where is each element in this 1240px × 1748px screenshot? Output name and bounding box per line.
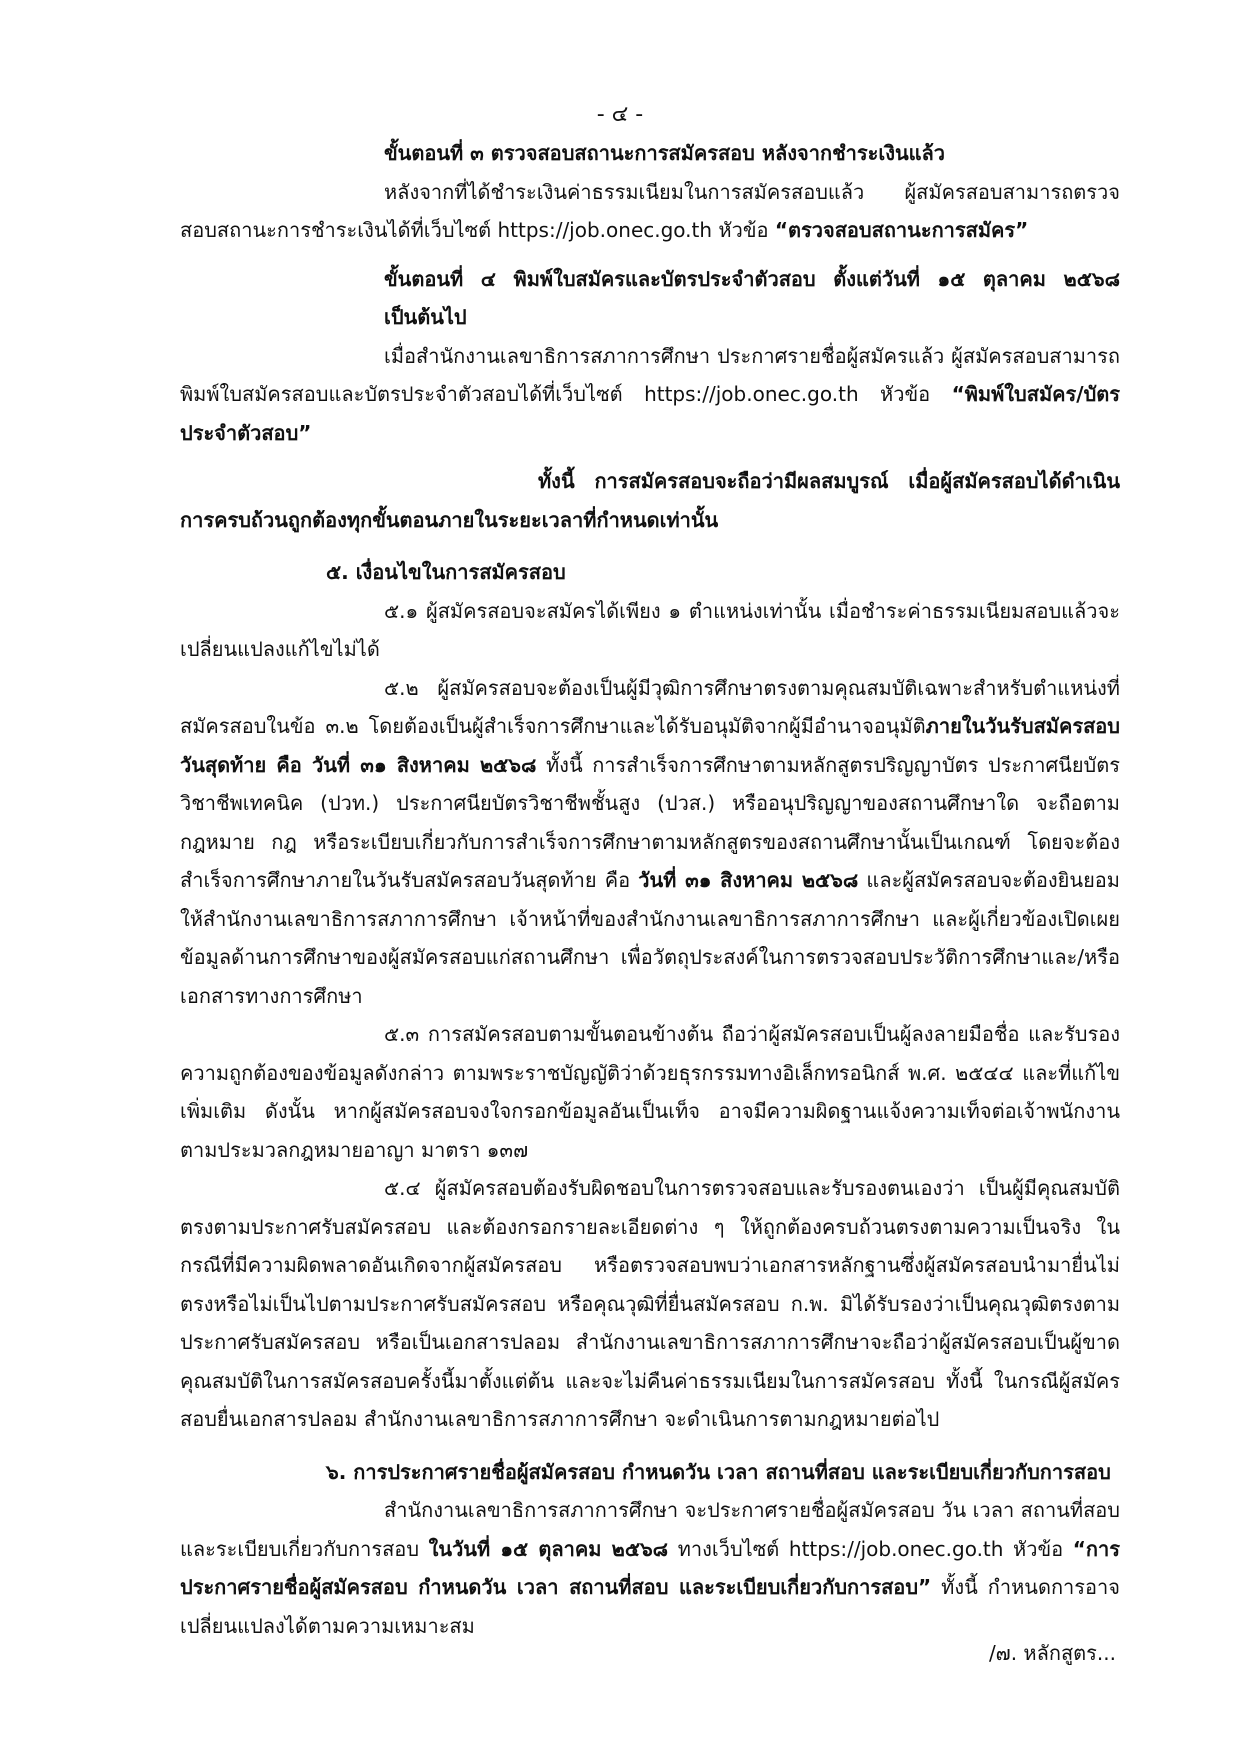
step3-heading: ขั้นตอนที่ ๓ ตรวจสอบสถานะการสมัครสอบ หลังจากชำระเงินแล้ว bbox=[384, 141, 946, 165]
step3-paragraph bbox=[180, 173, 1120, 250]
section6-b: ในวันที่ ๑๕ ตุลาคม ๒๕๖๘ bbox=[428, 1536, 669, 1561]
section5-3: ๕.๓ การสมัครสอบตามขั้นตอนข้างต้น ถือว่าผู้สมัครสอบเป็นผู้ลงลายมือชื่อ และรับรองความถูกต้องของข้อมูลดังกล่าว ตามพระราชบัญญัติว่าด้วยธุรกรรมทางอิเล็กทรอนิกส์ พ.ศ. ๒๕๔๔ และที่แก้ไขเพิ่มเติม ดังนั้น หากผู้สมัครสอบจงใจกรอกข้อมูลอันเป็นเท็จ อาจมีความผิดฐานแจ้งความเท็จต่อเจ้าพนักงาน ตามประมวลกฎหมายอาญา มาตรา ๑๓๗ bbox=[180, 1022, 1120, 1162]
step4-paragraph bbox=[180, 337, 1120, 453]
step4-text: เมื่อสำนักงานเลขาธิการสภาการศึกษา ประกาศรายชื่อผู้สมัครแล้ว ผู้สมัครสอบสามารถพิมพ์ใบสมัครสอบและบัตรประจำตัวสอบได้ที่เว็บไซต์ https://job.onec.go.th หัวข้อ bbox=[180, 343, 1120, 406]
step3-text: หลังจากที่ได้ชำระเงินค่าธรรมเนียมในการสมัครสอบแล้ว ผู้สมัครสอบสามารถตรวจสอบสถานะการชำระเงินได้ที่เว็บไซต์ https://job.onec.go.th หัวข้อ bbox=[180, 179, 1120, 242]
step4-bold: “พิมพ์ใบสมัคร/บัตรประจำตัวสอบ” bbox=[180, 382, 1120, 445]
completion-note: ทั้งนี้ การสมัครสอบจะถือว่ามีผลสมบูรณ์ เมื่อผู้สมัครสอบได้ดำเนินการครบถ้วนถูกต้องทุกขั้นตอนภายในระยะเวลาที่กำหนดเท่านั้น bbox=[180, 469, 1120, 532]
section6-paragraph bbox=[180, 1491, 1120, 1645]
step3-bold: “ตรวจสอบสถานะการสมัคร” bbox=[774, 218, 1029, 242]
section5-heading: ๕. เงื่อนไขในการสมัครสอบ bbox=[326, 560, 566, 584]
section6-e: ทั้งนี้ กำหนดการอาจเปลี่ยนแปลงได้ตามความเหมาะสม bbox=[180, 1575, 1120, 1638]
section6-heading: ๖. การประกาศรายชื่อผู้สมัครสอบ กำหนดวัน เวลา สถานที่สอบ และระเบียบเกี่ยวกับการสอบ bbox=[326, 1459, 1111, 1484]
step4-heading: ขั้นตอนที่ ๔ พิมพ์ใบสมัครและบัตรประจำตัวสอบ ตั้งแต่วันที่ ๑๕ ตุลาคม ๒๕๖๘ เป็นต้นไป bbox=[384, 266, 1120, 329]
section6-d: “การประกาศรายชื่อผู้สมัครสอบ กำหนดวัน เวลา สถานที่สอบ และระเบียบเกี่ยวกับการสอบ” bbox=[180, 1536, 1120, 1599]
section5-2-e: และผู้สมัครสอบจะต้องยินยอมให้สำนักงานเลขาธิการสภาการศึกษา เจ้าหน้าที่ของสำนักงานเลขาธิการสภาการศึกษา และผู้เกี่ยวข้องเปิดเผยข้อมูลด้านการศึกษาของผู้สมัครสอบแก่สถานศึกษา เพื่อวัตถุประสงค์ในการตรวจสอบประวัติการศึกษาและ/หรือเอกสารทางการศึกษา bbox=[180, 868, 1120, 1008]
section5-2 bbox=[180, 669, 1120, 1016]
section5-2-c: ทั้งนี้ การสำเร็จการศึกษาตามหลักสูตรปริญญาบัตร ประกาศนียบัตรวิชาชีพเทคนิค (ปวท.) ประกาศนียบัตรวิชาชีพชั้นสูง (ปวส.) หรืออนุปริญญาของสถานศึกษาใด จะถือตามกฎหมาย กฎ หรือระเบียบเกี่ยวกับการสำเร็จการศึกษาตามหลักสูตรของสถานศึกษานั้นเป็นเกณฑ์ โดยจะต้องสำเร็จการศึกษาภายในวันรับสมัครสอบวันสุดท้าย คือ bbox=[180, 752, 1120, 892]
section5-2-a: ๕.๒ ผู้สมัครสอบจะต้องเป็นผู้มีวุฒิการศึกษาตรงตามคุณสมบัติเฉพาะสำหรับตำแหน่งที่สมัครสอบในข้อ ๓.๒ โดยต้องเป็นผู้สำเร็จการศึกษาและได้รับอนุมัติจากผู้มีอำนาจอนุมัติ bbox=[180, 675, 1120, 738]
page-number: - ๔ - bbox=[596, 102, 644, 127]
section5-4: ๕.๔ ผู้สมัครสอบต้องรับผิดชอบในการตรวจสอบและรับรองตนเองว่า เป็นผู้มีคุณสมบัติตรงตามประกาศรับสมัครสอบ และต้องกรอกรายละเอียดต่าง ๆ ให้ถูกต้องครบถ้วนตรงตามความเป็นจริง ในกรณีที่มีความผิดพลาดอันเกิดจากผู้สมัครสอบ หรือตรวจสอบพบว่าเอกสารหลักฐานซึ่งผู้สมัครสอบนำมายื่นไม่ตรงหรือไม่เป็นไปตามประกาศรับสมัครสอบ หรือคุณวุฒิที่ยื่นสมัครสอบ ก.พ. มิได้รับรองว่าเป็นคุณวุฒิตรงตามประกาศรับสมัครสอบ หรือเป็นเอกสารปลอม สำนักงานเลขาธิการสภาการศึกษาจะถือว่าผู้สมัครสอบเป็นผู้ขาดคุณสมบัติในการสมัครสอบครั้งนี้มาตั้งแต่ต้น และจะไม่คืนค่าธรรมเนียมในการสมัครสอบ ทั้งนี้ ในกรณีผู้สมัครสอบยื่นเอกสารปลอม สำนักงานเลขาธิการสภาการศึกษา จะดำเนินการตามกฎหมายต่อไป bbox=[180, 1176, 1120, 1431]
section6-c: ทางเว็บไซต์ https://job.onec.go.th หัวข้อ bbox=[668, 1536, 1073, 1561]
section5-1: ๕.๑ ผู้สมัครสอบจะสมัครได้เพียง ๑ ตำแหน่งเท่านั้น เมื่อชำระค่าธรรมเนียมสอบแล้วจะเปลี่ยนแปลงแก้ไขไม่ได้ bbox=[180, 598, 1120, 661]
section6-a: สำนักงานเลขาธิการสภาการศึกษา จะประกาศรายชื่อผู้สมัครสอบ วัน เวลา สถานที่สอบ และระเบียบเกี่ยวกับการสอบ bbox=[180, 1498, 1120, 1561]
section5-2-b: ภายในวันรับสมัครสอบวันสุดท้าย คือ วันที่ ๓๑ สิงหาคม ๒๕๖๘ bbox=[180, 714, 1120, 777]
document-body bbox=[180, 134, 1120, 1645]
continuation-note: /๗. หลักสูตร... bbox=[988, 1641, 1116, 1665]
section5-2-d: วันที่ ๓๑ สิงหาคม ๒๕๖๘ bbox=[638, 868, 859, 892]
